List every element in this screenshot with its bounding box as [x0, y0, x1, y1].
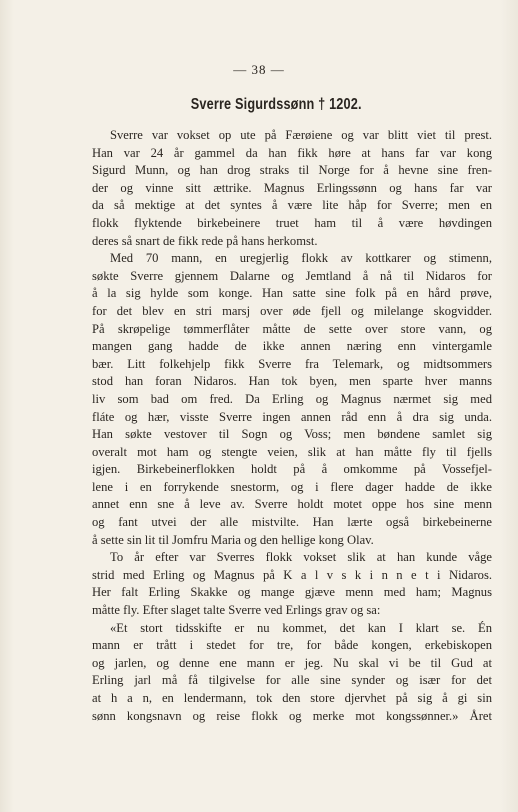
text-line: for det blev en stri marsj over øde fjell og milelange skogvidder. [92, 303, 492, 318]
text-line: og jarlen, og denne ene mann er jeg. Nu skal vi be til Gud at [92, 655, 492, 670]
text-line: Erling jarl må få tilgivelse for alle sine synder og især for det [92, 673, 492, 688]
chapter-heading: Sverre Sigurdssønn † 1202. [190, 96, 362, 113]
page-number: — 38 — [233, 62, 285, 77]
text-line: igjen. Birkebeinerflokken holdt på å omkomme på Vossefjel- [92, 462, 492, 477]
text-line: annet enn sne å leve av. Sverre holdt motet oppe hos sine menn [92, 497, 492, 512]
text-line: stod han foran Nidaros. Han tok byen, men sparte hver manns [92, 374, 492, 389]
text-line: overalt mot ham og stengte veien, slik at han måtte fly til fjells [92, 444, 492, 459]
text-line: deres så snart de fikk rede på hans herkomst. [92, 233, 318, 248]
text-line: å la sig hylde som konge. Han satte sine folk på en hård prøve, [92, 286, 492, 301]
body-text [92, 127, 492, 725]
text-line: Han var 24 år gammel da han fikk høre at hans far var kong [92, 145, 492, 160]
text-line: da så mektige at det syntes å være lite håp for Sverre; men en [92, 198, 492, 213]
text-line: lene i en forrykende snestorm, og i flere dager hadde de ikke [92, 479, 492, 494]
text-line: liv som bad om fred. Da Erling og Magnus nærmet sig med [92, 391, 492, 406]
text-line: Sigurd Munn, og han drog straks til Norge for å hevne sine fren- [92, 163, 492, 178]
text-line: og fant utvei der alle mistvilte. Han lærte også birkebeinerne [92, 515, 492, 530]
text-line: Med 70 mann, en uregjerlig flokk av kottkarer og stimenn, [110, 251, 492, 266]
text-line: at h a n, en lendermann, tok den store djervhet på sig å gi sin [92, 691, 492, 705]
text-line: Her falt Erling Skakke og mange gjæve menn med ham; Magnus [92, 585, 492, 600]
text-line: flokk flyktende birkebeinere truet ham til å være høvdingen [92, 215, 492, 230]
text-line: fláte og hær, visste Sverre ingen annen råd enn å dra sig unda. [92, 409, 492, 424]
text-line: strid med Erling og Magnus på K a l v s k i n n e t i Nidaros. [92, 567, 492, 582]
text-line: bær. Litt folkehjelp fikk Sverre fra Telemark, og midtsommers [92, 356, 492, 371]
text-line: søkte Sverre gjennem Dalarne og Jemtland å nå til Nidaros for [92, 268, 492, 283]
text-line: To år efter var Sverres flokk vokset slik at han kunde våge [110, 550, 492, 565]
text-line: Han søkte vestover til Sogn og Voss; men bøndene samlet sig [92, 427, 492, 442]
text-line: Sverre var vokset op ute på Færøiene og var blitt viet til prest. [110, 128, 492, 142]
text-line: å sette sin lit til Jomfru Maria og den hellige kong Olav. [92, 532, 374, 547]
text-line: sønn kongsnavn og reise flokk og merke mot kongssønner.» Året [92, 708, 492, 723]
text-line: mann er trått i stedet for tre, for både kongen, erkebiskopen [92, 638, 492, 653]
text-line: måtte fly. Efter slaget talte Sverre ved Erlings grav og sa: [92, 603, 381, 618]
text-line: På skrøpelige tømmerflåter måtte de sette over store vann, og [92, 321, 492, 336]
text-line: «Et stort tidsskifte er nu kommet, det kan I klart se. Én [110, 620, 492, 635]
text-line: mangen gang hadde de ikke annen næring enn vintergamle [92, 339, 492, 354]
text-line: der og vinne sitt ættrike. Magnus Erlingssønn og hans far var [92, 180, 492, 195]
